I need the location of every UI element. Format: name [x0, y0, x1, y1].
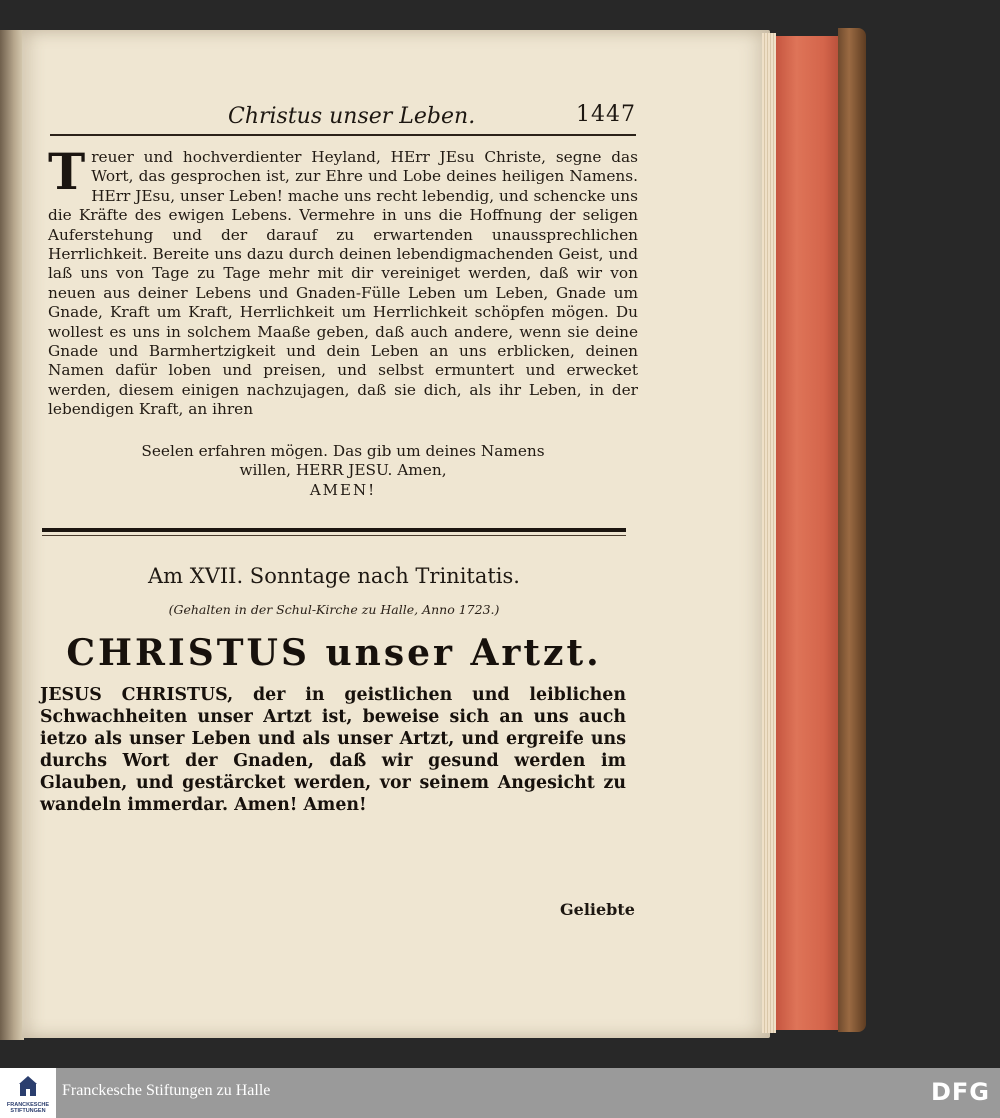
institution-name[interactable]: Franckesche Stiftungen zu Halle — [62, 1082, 271, 1099]
book-cover-edge — [838, 28, 866, 1032]
prayer-line-1: Seelen erfahren mögen. Das gib um deines Namens — [141, 442, 545, 460]
closing-prayer — [48, 142, 638, 420]
header-rule — [50, 134, 636, 136]
invocation-paragraph: JESUS CHRISTUS, der in geistlichen und leiblichen Schwachheiten unser Artzt ist, beweise sich an uns auch ietzo als unser Leben und als unser Artzt, und ergreife uns durchs Wort der Gnaden, daß wir gesund werden im Glauben, und gestärcket werden, vor seinem Angesicht zu wandeln immerdar. Amen! Amen! — [40, 685, 626, 815]
section-divider-thin — [42, 535, 626, 536]
sermon-title: CHRISTUS unser Artzt. — [66, 632, 602, 674]
building-icon — [18, 1074, 38, 1098]
viewer-footer — [0, 1068, 1000, 1118]
prayer-text: reuer und hochverdienter Heyland, HErr JEsu Christe, segne das Wort, das gesprochen ist, zur Ehre und Lobe deines heiligen Namens. HErr JEsu, unser Leben! mache uns recht lebendig, und schencke uns die Kräfte des ewigen Lebens. Vermehre in uns die Hoffnung der seligen Auferstehung und der darauf zu erwartenden unaussprechlichen Herrlichkeit. Bereite uns dazu durch deinen lebendigmachenden Geist, und laß uns von Tage zu Tage mehr mit dir vereiniget werden, daß wir von neuen aus deiner Lebens und Gnaden-Fülle Leben um Leben, Gnade um Gnade, Kraft um Kraft, Herrlichkeit um Herrlichkeit schöpfen mögen. Du wollest es uns in solchem Maaße geben, daß auch andere, wenn sie deine Gnade und Barmhertzigkeit und dein Leben an uns erblicken, deinen Namen dafür loben und preisen, und selbst ermuntert und erwecket werden, diesem einigen nachzujagen, daß sie dich, als ihr Leben, in der lebendigen Kraft, an ihren — [48, 148, 638, 419]
running-title: Christus unser Leben. — [228, 104, 476, 129]
left-page-edge — [0, 30, 24, 1040]
sunday-heading: Am XVII. Sonntage nach Trinitatis. — [148, 564, 520, 588]
catchword: Geliebte — [560, 900, 635, 919]
preached-note: (Gehalten in der Schul-Kirche zu Halle, Anno 1723.) — [168, 602, 500, 617]
drop-cap: T — [48, 142, 86, 201]
red-page-edges — [776, 36, 844, 1030]
prayer-line-2: willen, HERR JESU. Amen, — [239, 461, 447, 480]
dfg-logo[interactable]: DFG — [930, 1078, 990, 1106]
section-divider — [42, 528, 626, 532]
page-fore-edge — [762, 33, 776, 1033]
page-number: 1447 — [576, 102, 636, 127]
prayer-line-3: AMEN! — [309, 480, 377, 499]
institution-logo[interactable] — [0, 1068, 56, 1118]
logo-text: FRANCKESCHE STIFTUNGEN — [6, 1102, 50, 1114]
page-header — [50, 100, 636, 136]
prayer-ending — [48, 442, 638, 500]
